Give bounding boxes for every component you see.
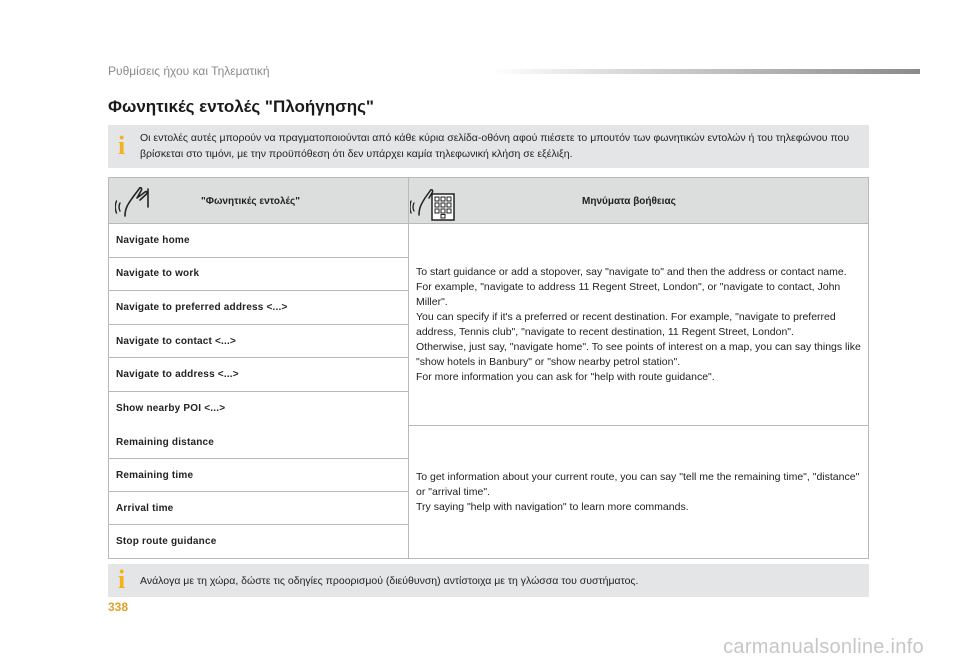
help-message-text: To get information about your current route, you can say "tell me the remaining time", "distance" or "arrival time". Try saying "help with navigation" to learn more commands. bbox=[416, 470, 860, 513]
info-icon: i bbox=[118, 131, 126, 160]
command-row: Arrival time bbox=[109, 492, 408, 525]
help-message-text: To start guidance or add a stopover, say "navigate to" and then the address or contact name. For example, "navigate to address 11 Regent Street, London", or "navigate to contact, John Miller". You can specify if it's a preferred or recent destination. For example, "navigate to preferred address, Tennis club", "navigate to recent destination, 11 Regent Street, London". Otherwise, just say, "navigate home". To see points of interest on a map, you can say things like "show hotels in Banbury" or "show nearby petrol station". For more information you can ask for "help with route guidance". bbox=[416, 265, 861, 383]
page-title: Φωνητικές εντολές "Πλοήγησης" bbox=[108, 97, 374, 116]
commands-group-route-info bbox=[109, 426, 409, 558]
info-note-text: Οι εντολές αυτές μπορούν να πραγματοποιούνται από κάθε κύρια σελίδα-οθόνη αφού πιέσετε το μπουτόν των φωνητικών εντολών ή του τηλεφώνου που βρίσκεται στο τιμόνι, με την προϋπόθεση ότι δεν υπάρχει καμία τηλεφωνική κλήση σε εξέλιξη. bbox=[140, 132, 850, 160]
section-title: Ρυθμίσεις ήχου και Τηλεματική bbox=[108, 64, 270, 78]
info-note-top bbox=[108, 125, 869, 168]
voice-keypad-icon bbox=[410, 181, 456, 221]
commands-group-navigation bbox=[109, 224, 409, 426]
command-row: Navigate to contact <...> bbox=[109, 325, 408, 359]
commands-column-header bbox=[109, 178, 409, 224]
command-row: Stop route guidance bbox=[116, 536, 217, 547]
command-row: Show nearby POI <...> bbox=[116, 403, 226, 415]
command-row: Remaining time bbox=[109, 459, 408, 492]
messages-header-label: Μηνύματα βοήθειας bbox=[582, 196, 676, 207]
command-row: Navigate to preferred address <...> bbox=[109, 291, 408, 325]
info-icon: i bbox=[118, 565, 126, 594]
voice-commands-table bbox=[108, 177, 869, 559]
commands-header-label: "Φωνητικές εντολές" bbox=[201, 196, 300, 207]
page-number: 338 bbox=[108, 600, 129, 614]
command-row: Remaining distance bbox=[109, 426, 408, 459]
voice-command-icon bbox=[115, 183, 161, 219]
command-row: Navigate to address <...> bbox=[109, 358, 408, 392]
command-row: Navigate home bbox=[109, 224, 408, 258]
help-message-navigation bbox=[409, 224, 868, 426]
info-note-bottom bbox=[108, 564, 869, 597]
help-message-route-info bbox=[409, 426, 868, 558]
info-note-text: Ανάλογα με τη χώρα, δώστε τις οδηγίες προορισμού (διεύθυνση) αντίστοιχα με τη γλώσσα του συστήματος. bbox=[140, 575, 639, 587]
watermark: carmanualsonline.info bbox=[723, 636, 924, 658]
command-row: Navigate to work bbox=[109, 258, 408, 292]
header-rule bbox=[490, 69, 920, 74]
messages-column-header bbox=[409, 178, 868, 224]
